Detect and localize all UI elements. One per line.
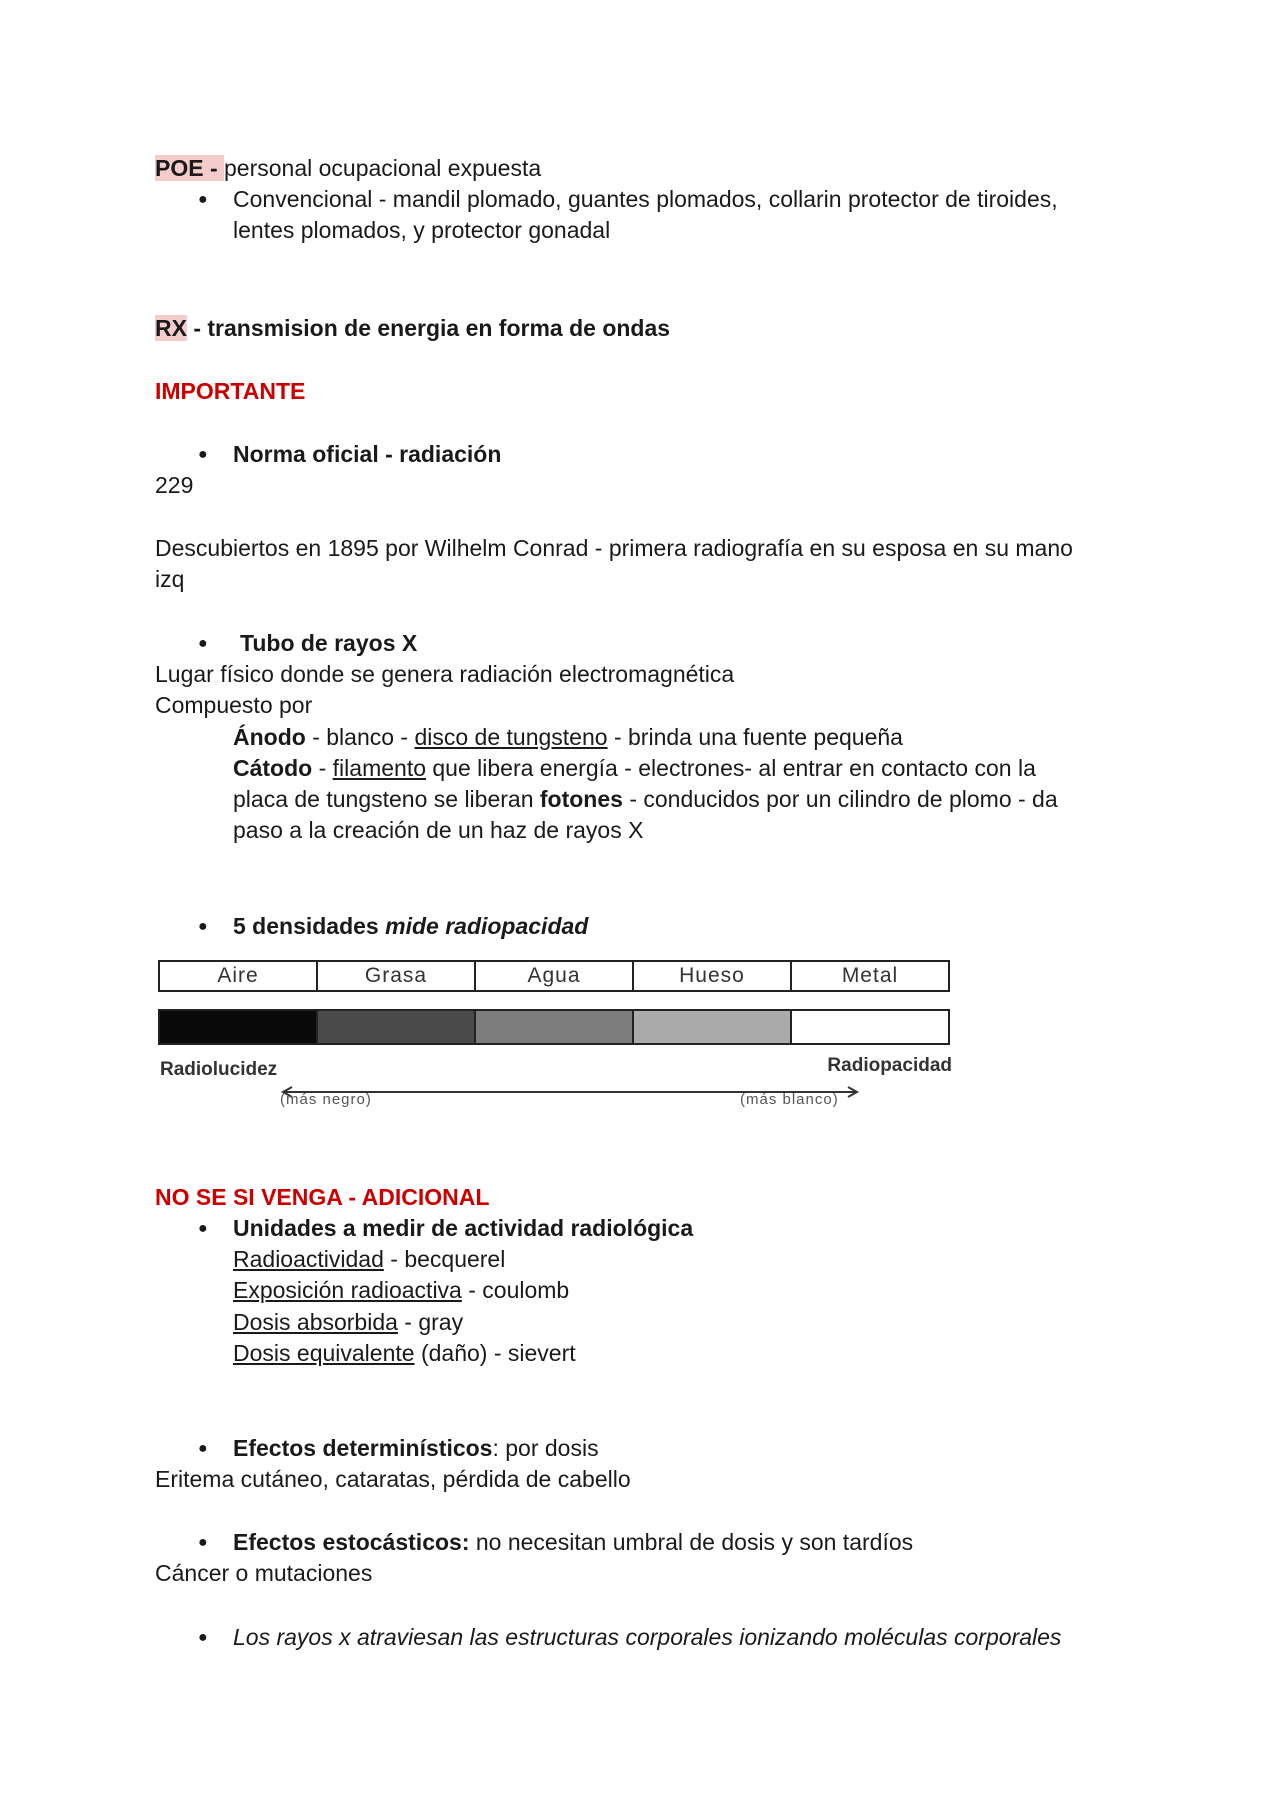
density-label-agua: Agua [476,962,634,990]
catodo-line2-c: - conducidos por un cilindro de plomo - da [622,786,1058,812]
catodo-line2-a: placa de tungsteno se liberan [233,786,540,812]
deterministicos-title: Efectos determinísticos [233,1435,493,1461]
unidad-item [233,1338,576,1369]
unidad-term: Dosis equivalente [233,1340,415,1366]
densidades-title-bold: 5 densidades [233,913,386,939]
bullet-icon: ● [198,191,208,208]
estocasticos-title: Efectos estocásticos: [233,1529,470,1555]
rx-definition: - transmision de energia en forma de ondas [186,315,671,341]
unidades-title: Unidades a medir de actividad radiológica [233,1215,694,1241]
deterministicos-rest: : por dosis [492,1435,599,1461]
unidad-value: - gray [397,1309,464,1335]
unidad-value: - coulomb [461,1277,570,1303]
rx-line [155,313,670,344]
shade-aire [160,1011,318,1043]
poe-definition: personal ocupacional expuesta [224,155,542,181]
densidades-title-italic: mide radiopacidad [385,913,589,939]
catodo-text-a: - [312,755,333,781]
estocasticos-rest: no necesitan umbral de dosis y son tardíos [469,1529,914,1555]
catodo-underlined: filamento [332,755,426,781]
bullet-icon: ● [198,1534,208,1551]
anodo-text-a: - blanco - [305,724,415,750]
norma-number: 229 [155,472,194,498]
unidad-value: - becquerel [383,1246,506,1272]
catodo-line2 [233,784,1058,815]
catodo-line3: paso a la creación de un haz de rayos X [233,817,644,843]
anodo-term: Ánodo [233,724,306,750]
anodo-text-b: - brinda una fuente pequeña [607,724,903,750]
tubo-line2: Compuesto por [155,692,313,718]
unidad-item [233,1275,569,1306]
descubiertos-line2: izq [155,566,185,592]
poe-bullet-line1: Convencional - mandil plomado, guantes plomados, collarin protector de tiroides, [233,186,1058,212]
unidad-term: Dosis absorbida [233,1309,398,1335]
deterministicos-detail: Eritema cutáneo, cataratas, pérdida de cabello [155,1466,631,1492]
radiopacidad-label: Radiopacidad [827,1055,952,1076]
bullet-icon: ● [198,446,208,463]
anodo-line [233,722,903,753]
radiolucidez-label: Radiolucidez [160,1059,278,1080]
poe-term: POE - [155,155,225,181]
poe-line [155,153,541,184]
shade-grasa [318,1011,476,1043]
shade-agua [476,1011,634,1043]
bullet-icon: ● [198,918,208,935]
anodo-underlined: disco de tungsteno [414,724,608,750]
unidad-item [233,1307,463,1338]
shade-hueso [634,1011,792,1043]
density-label-grasa: Grasa [318,962,476,990]
catodo-text-b: que libera energía - electrones- al entrar en contacto con la [426,755,1036,781]
catodo-line1 [233,753,1036,784]
rx-term: RX [155,315,187,341]
descubiertos-line1: Descubiertos en 1895 por Wilhelm Conrad - primera radiografía en su esposa en su mano [155,535,1073,561]
unidad-value: (daño) - sievert [414,1340,576,1366]
catodo-line2-bold: fotones [539,786,623,812]
densidades-title [233,911,588,942]
mas-negro-label: (más negro) [280,1091,372,1108]
catodo-term: Cátodo [233,755,313,781]
density-shade-bar [158,1009,950,1045]
final-note: Los rayos x atraviesan las estructuras corporales ionizando moléculas corporales [233,1624,1062,1650]
bullet-icon: ● [198,635,208,652]
mas-blanco-label: (más blanco) [740,1091,839,1108]
estocasticos-detail: Cáncer o mutaciones [155,1560,373,1586]
adicional-heading: NO SE SI VENGA - ADICIONAL [155,1184,490,1210]
poe-bullet-line2: lentes plomados, y protector gonadal [233,217,611,243]
deterministicos-line [233,1433,599,1464]
tubo-title: Tubo de rayos X [240,630,418,656]
unidad-term: Exposición radioactiva [233,1277,462,1303]
shade-metal [792,1011,948,1043]
density-labels [158,960,950,992]
estocasticos-line [233,1527,913,1558]
unidad-item [233,1244,505,1275]
bullet-icon: ● [198,1629,208,1646]
density-figure [155,955,955,1115]
density-label-hueso: Hueso [634,962,792,990]
bullet-icon: ● [198,1440,208,1457]
importante-heading: IMPORTANTE [155,378,306,404]
density-label-metal: Metal [841,964,899,987]
bullet-icon: ● [198,1220,208,1237]
unidad-term: Radioactividad [233,1246,384,1272]
tubo-line1: Lugar físico donde se genera radiación electromagnética [155,661,735,687]
density-label-aire: Aire [160,962,318,990]
norma-title: Norma oficial - radiación [233,441,502,467]
